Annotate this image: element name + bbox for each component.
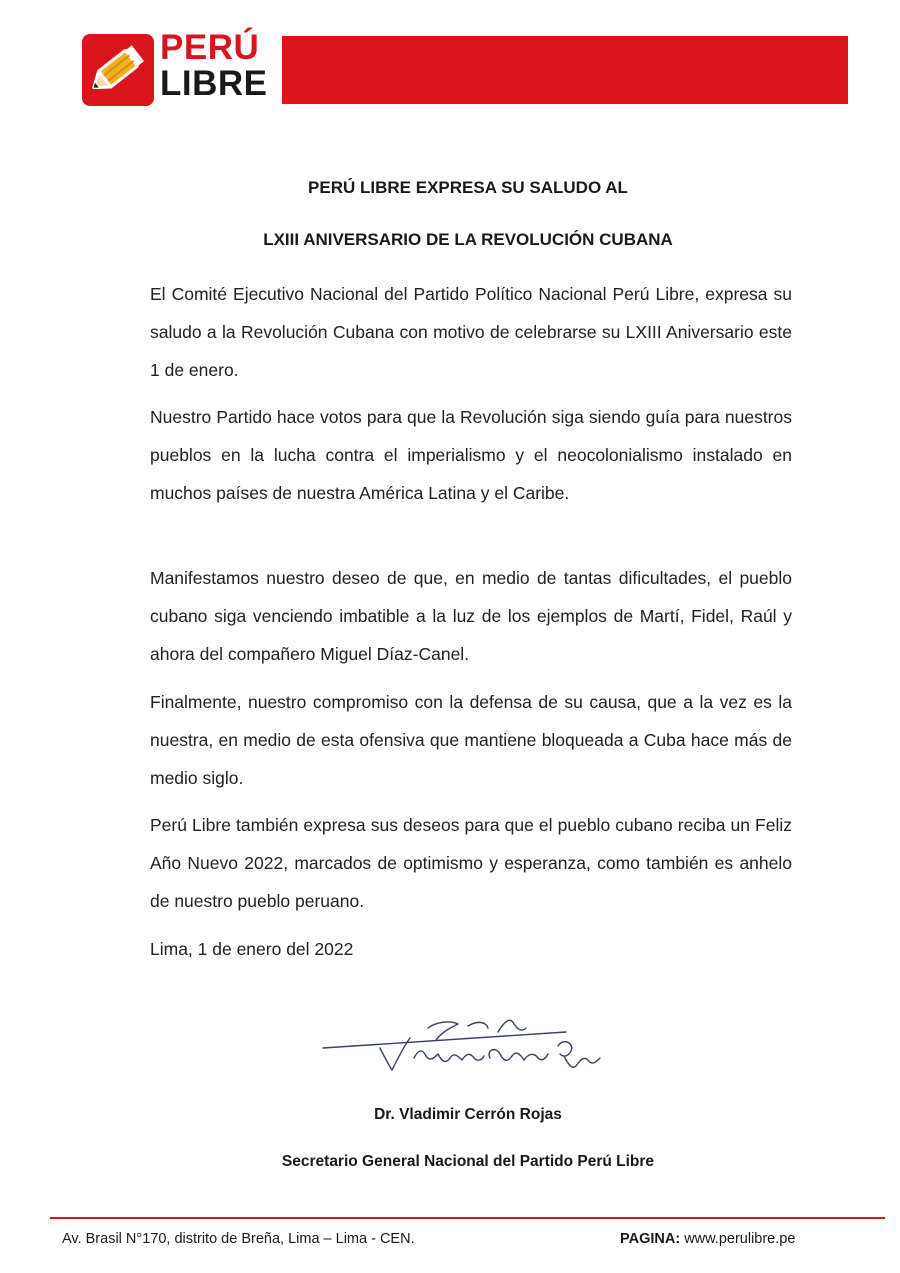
handwritten-signature — [318, 1010, 618, 1090]
header-red-bar — [282, 36, 848, 104]
signer-name: Dr. Vladimir Cerrón Rojas — [374, 1106, 562, 1123]
paragraph: Manifestamos nuestro deseo de que, en medio de tantas dificultades, el pueblo cubano siga venciendo imbatible a la luz de los ejemplos de Martí, Fidel, Raúl y ahora del compañero Miguel Díaz-Canel. — [150, 568, 792, 664]
footer-page-label: PAGINA: — [620, 1231, 681, 1247]
footer-address: Av. Brasil N°170, distrito de Breña, Lima – Lima - CEN. — [62, 1231, 415, 1247]
pencil-icon — [82, 34, 154, 106]
logo-line-2: LIBRE — [160, 64, 268, 103]
logo-wordmark — [160, 30, 268, 102]
paragraph: Nuestro Partido hace votos para que la Revolución siga siendo guía para nuestros pueblos en la lucha contra el imperialismo y el neocolonialismo instalado en muchos países de nuestra América Latina y el Caribe. — [150, 407, 792, 503]
letterhead — [82, 30, 848, 106]
paragraph: Finalmente, nuestro compromiso con la defensa de su causa, que a la vez es la nuestra, en medio de esta ofensiva que mantiene bloqueada a Cuba hace más de medio siglo. — [150, 692, 792, 788]
document-title-line-1: PERÚ LIBRE EXPRESA SU SALUDO AL — [308, 178, 628, 197]
paragraph: Perú Libre también expresa sus deseos para que el pueblo cubano reciba un Feliz Año Nuevo 2022, marcados de optimismo y esperanza, como también es anhelo de nuestro pueblo peruano. — [150, 815, 792, 911]
document-title-line-2: LXIII ANIVERSARIO DE LA REVOLUCIÓN CUBANA — [263, 230, 673, 249]
place-date: Lima, 1 de enero del 2022 — [150, 939, 354, 959]
paragraph: El Comité Ejecutivo Nacional del Partido Político Nacional Perú Libre, expresa su saludo a la Revolución Cubana con motivo de celebrarse su LXIII Aniversario este 1 de enero. — [150, 284, 792, 380]
footer-website-link[interactable]: www.perulibre.pe — [684, 1231, 796, 1247]
footer-page-info — [620, 1231, 795, 1247]
footer-divider — [50, 1217, 885, 1219]
signer-role: Secretario General Nacional del Partido Perú Libre — [281, 1153, 655, 1170]
logo-line-1: PERÚ — [160, 28, 260, 67]
